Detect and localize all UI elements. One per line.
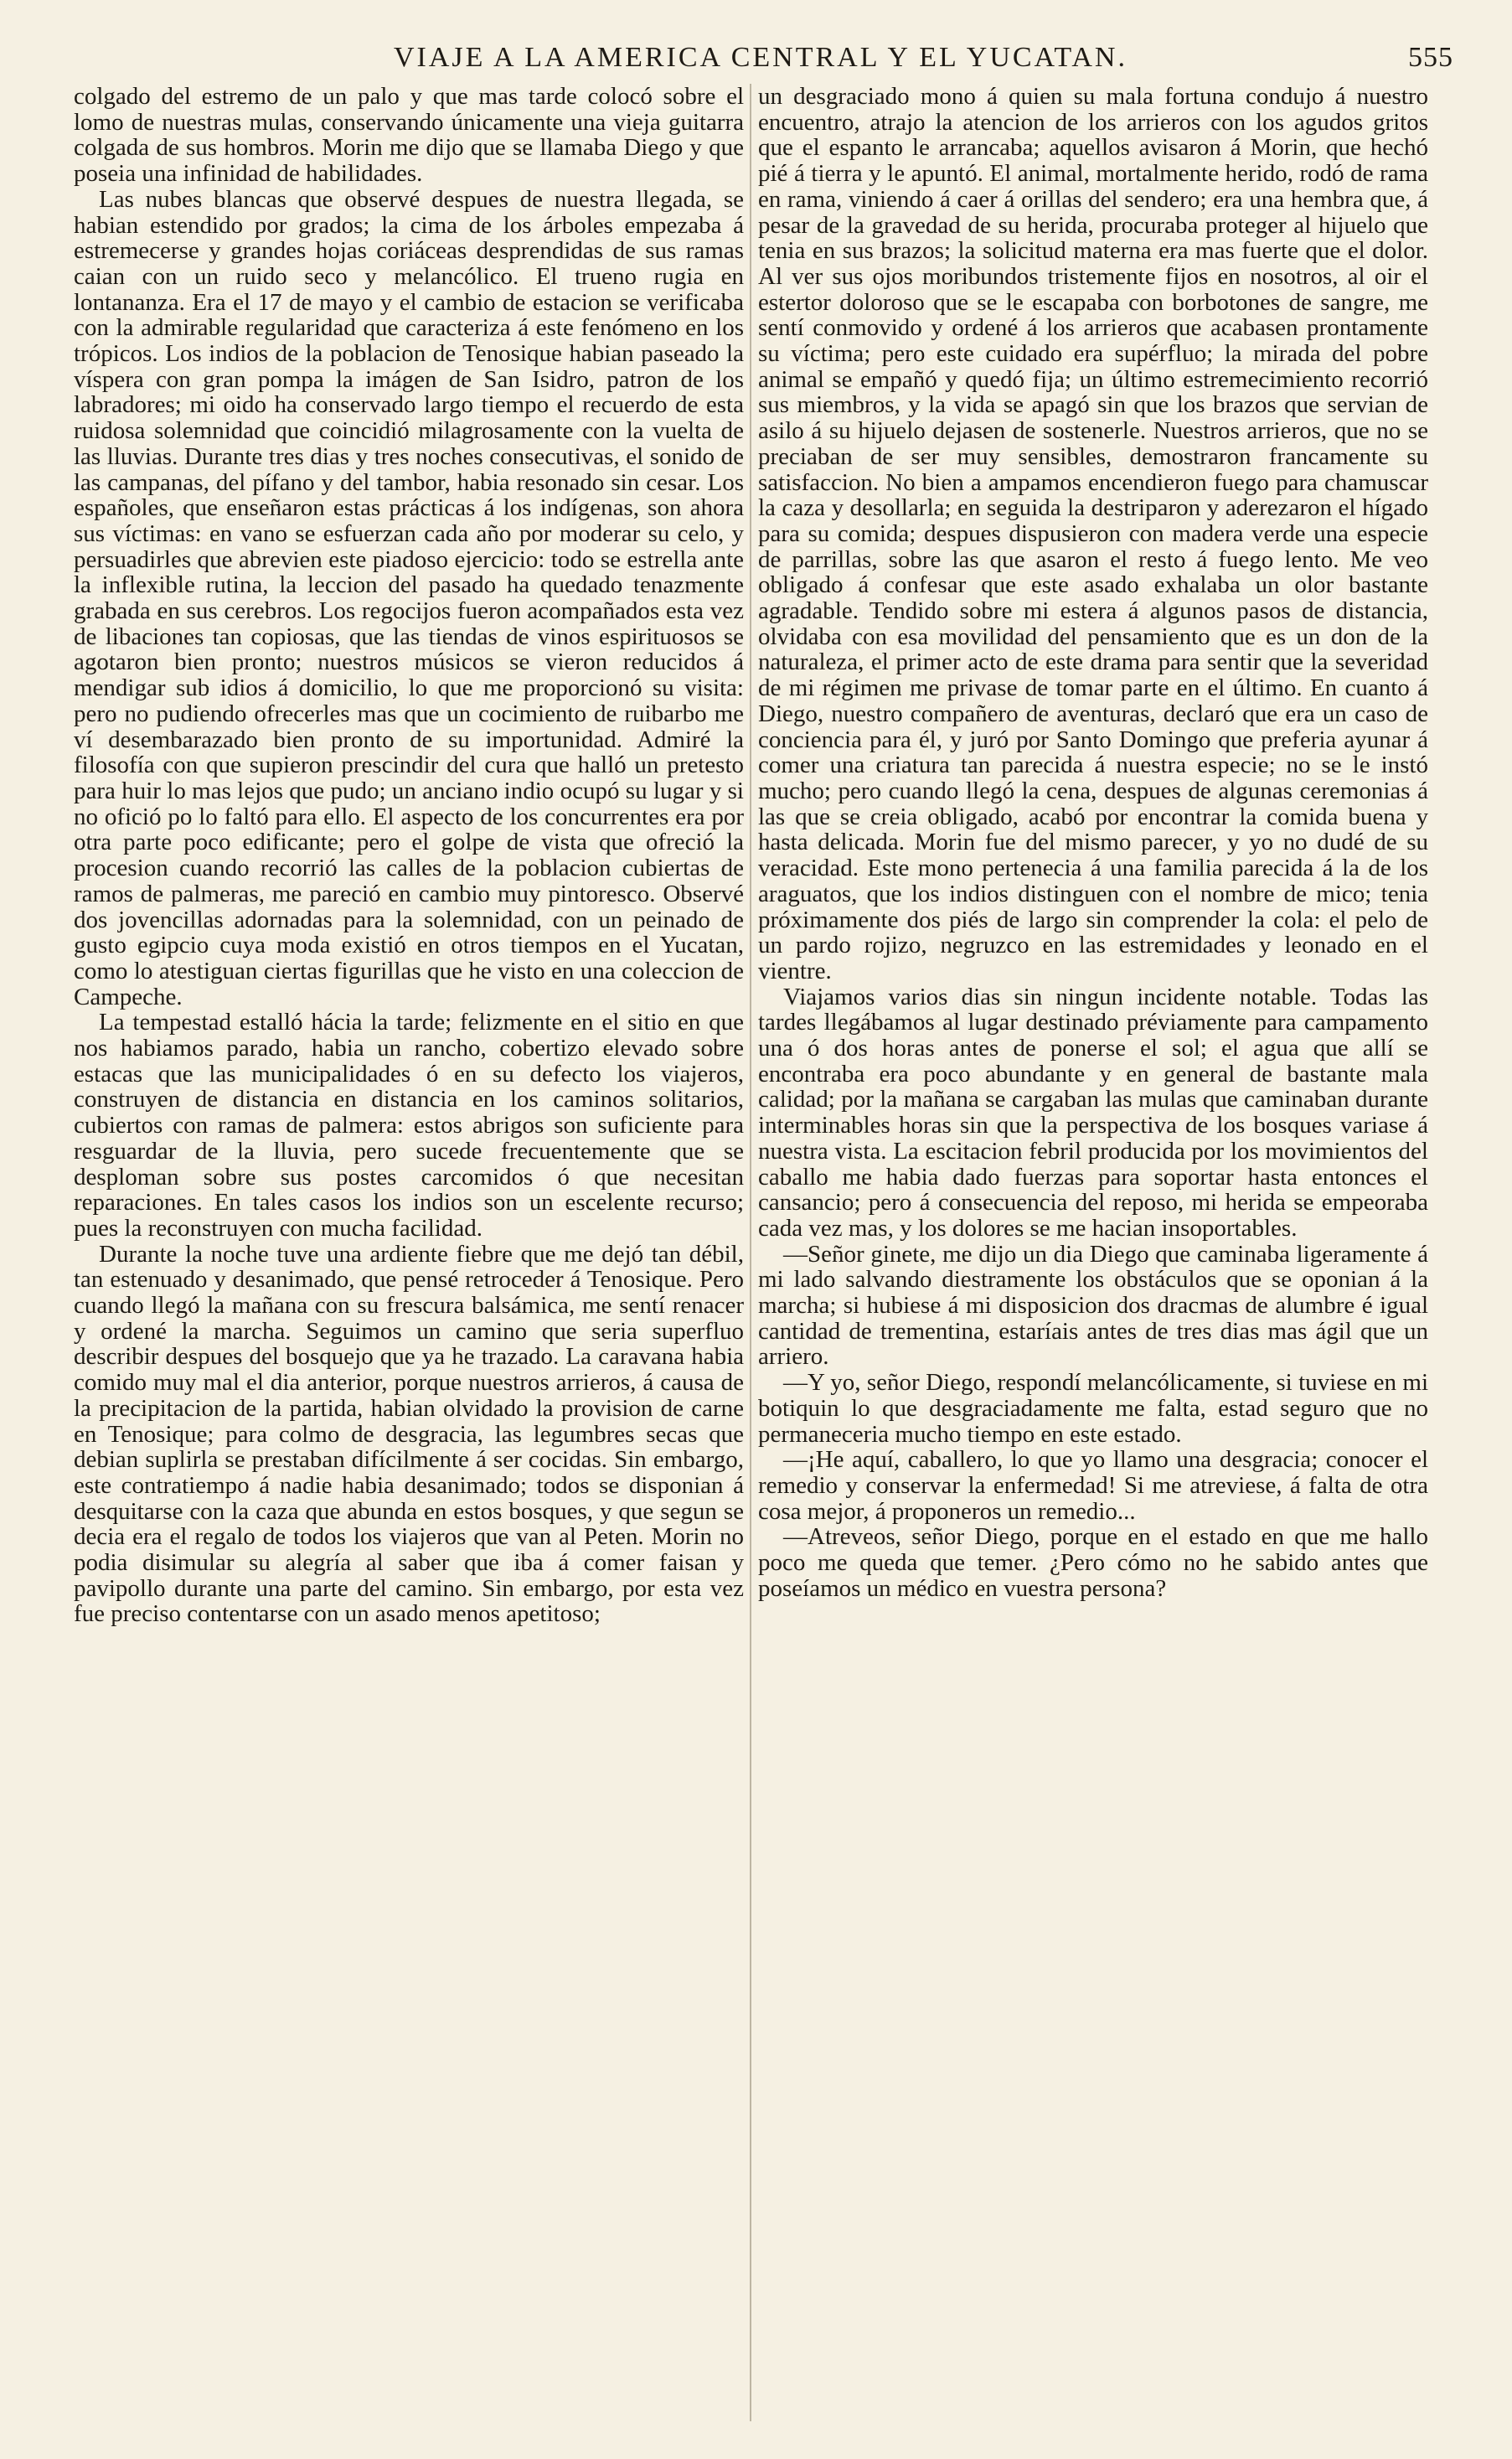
paragraph: La tempestad estalló hácia la tarde; felizmente en el sitio en que nos habiamos parado, habia un rancho, cobertizo elevado sobre estacas que las municipalidades ó en su defecto los viajeros, construyen de distancia en distancia en los caminos solitarios, cubiertos con ramas de palmera: estos abrigos son suficiente para resguardar de la lluvia, pero sucede frecuentemente que se desploman sobre sus postes carcomidos ó que necesitan reparaciones. En tales casos los indios son un escelente recurso; pues la reconstruyen con mucha facilidad. [74, 1009, 744, 1242]
running-header [394, 42, 1453, 80]
paragraph: Las nubes blancas que observé despues de nuestra llegada, se habian estendido por grados; la cima de los árboles empezaba á estremecerse y grandes hojas coriáceas desprendidas de sus ramas caian con un ruido seco y melancólico. El trueno rugia en lontananza. Era el 17 de mayo y el cambio de estacion se verificaba con la admirable regularidad que caracteriza á este fenómeno en los trópicos. Los indios de la poblacion de Tenosique habian paseado la víspera con gran pompa la imágen de San Isidro, patron de los labradores; mi oido ha conservado largo tiempo el recuerdo de esta ruidosa solemnidad que coincidió milagrosamente con la vuelta de las lluvias. Durante tres dias y tres noches consecutivas, el sonido de las campanas, del pífano y del tambor, habia resonado sin cesar. Los españoles, que enseñaron estas prácticas á los indígenas, son ahora sus víctimas: en vano se esfuerzan cada año por moderar su celo, y persuadirles que abrevien este piadoso ejercicio: todo se estrella ante la inflexible rutina, la leccion del pasado ha quedado tenazmente grabada en sus cerebros. Los regocijos fueron acompañados esta vez de libaciones tan copiosas, que las tiendas de vinos espirituosos se agotaron bien pronto; nuestros músicos se vieron reducidos á mendigar sub idios á domicilio, lo que me proporcionó su visita: pero no pudiendo ofrecerles mas que un cocimiento de ruibarbo me ví desembarazado bien pronto de su importunidad. Admiré la filosofía con que supieron prescindir del cura que halló un pretesto para huir lo mas lejos que pudo; un anciano indio ocupó su lugar y si no ofició po lo faltó para ello. El aspecto de los concurrentes era por otra parte poco edificante; pero el golpe de vista que ofreció la procesion cuando recorrió las calles de la poblacion cubiertas de ramos de palmeras, me pareció en cambio muy pintoresco. Observé dos jovencillas adornadas para la solemnidad, con un peinado de gusto egipcio cuya moda existió en otros tiempos en el Yucatan, como lo atestiguan ciertas figurillas que he visto en una coleccion de Campeche. [74, 185, 744, 1010]
paragraph: —Señor ginete, me dijo un dia Diego que caminaba ligeramente á mi lado salvando diestramente los obstáculos que se oponian á la marcha; si hubiese á mi disposicion dos dracmas de alumbre é igual cantidad de trementina, estaríais antes de tres dias mas ágil que un arriero. [758, 1240, 1428, 1371]
column-divider [750, 84, 751, 2421]
page-number: 555 [1408, 42, 1453, 73]
paragraph: un desgraciado mono á quien su mala fortuna condujo á nuestro encuentro, atrajo la atencion de los arrieros con los agudos gritos que el espanto le arrancaba; aquellos avisaron á Morin, que hechó pié á tierra y le apuntó. El animal, mortalmente herido, rodó de rama en rama, viniendo á caer á orillas del sendero; era una hembra que, á pesar de la gravedad de su herida, procuraba proteger al hijuelo que tenia en sus brazos; la solicitud materna era mas fuerte que el dolor. Al ver sus ojos moribundos tristemente fijos en nosotros, al oir el estertor doloroso que se le escapaba con borbotones de sangre, me sentí conmovido y ordené á los arrieros que acabasen prontamente su víctima; pero este cuidado era supérfluo; la mirada del pobre animal se empañó y quedó fija; un último estremecimiento recorrió sus miembros, y la vida se apagó sin que los brazos que servian de asilo á su hijuelo dejasen de sostenerle. Nuestros arrieros, que no se preciaban de ser muy sensibles, demostraron francamente su satisfaccion. No bien a ampamos encendieron fuego para chamuscar la caza y desollarla; en seguida la destriparon y aderezaron el hígado para su comida; despues dispusieron con madera verde una especie de parrillas, sobre las que asaron el resto á fuego lento. Me veo obligado á confesar que este asado exhalaba un olor bastante agradable. Tendido sobre mi estera á algunos pasos de distancia, olvidaba con esa movilidad del pensamiento que es un don de la naturaleza, el primer acto de este drama para sentir que la severidad de mi régimen me privase de tomar parte en el último. En cuanto á Diego, nuestro compañero de aventuras, declaró que era un caso de conciencia para él, y juró por Santo Domingo que preferia ayunar á comer una criatura tan parecida á nuestra especie; no se le instó mucho; pero cuando llegó la cena, despues de algunas ceremonias á las que se creia obligado, acabó por encontrar la comida buena y hasta delicada. Morin fue del mismo parecer, y yo no dudé de su veracidad. Este mono pertenecia á una familia parecida á la de los araguatos, que los indios distinguen con el nombre de mico; tenia próximamente dos piés de largo sin comprender la cola: el pelo de un pardo rojizo, negruzco en las estremidades y leonado en el vientre. [758, 84, 1428, 984]
paragraph: colgado del estremo de un palo y que mas tarde colocó sobre el lomo de nuestras mulas, conservando únicamente una vieja guitarra colgada de sus hombros. Morin me dijo que se llamaba Diego y que poseia una infinidad de habilidades. [74, 84, 744, 188]
paragraph: —Y yo, señor Diego, respondí melancólicamente, si tuviese en mi botiquin lo que desgraciadamente me falta, estad seguro que no permaneceria mucho tiempo en este estado. [758, 1369, 1428, 1448]
paragraph: Viajamos varios dias sin ningun incidente notable. Todas las tardes llegábamos al lugar destinado préviamente para campamento una ó dos horas antes de ponerse el sol; el agua que allí se encontraba era poco abundante y en general de bastante mala calidad; por la mañana se cargaban las mulas que caminaban durante interminables horas sin que la perspectiva de los bosques variase á nuestra vista. La escitacion febril producida por los movimientos del caballo me habia dado fuerzas para soportar hasta entonces el cansancio; pero á consecuencia del reposo, mi herida se empeoraba cada vez mas, y los dolores se me hacian insoportables. [758, 983, 1428, 1242]
paragraph: —Atreveos, señor Diego, porque en el estado en que me hallo poco me queda que temer. ¿Pero cómo no he sabido antes que poseíamos un médico en vuestra persona? [758, 1523, 1428, 1602]
paragraph: —¡He aquí, caballero, lo que yo llamo una desgracia; conocer el remedio y conservar la enfermedad! Si me atreviese, á falta de otra cosa mejor, á proponeros un remedio... [758, 1446, 1428, 1525]
right-column [758, 84, 1428, 2421]
header-title: VIAJE A LA AMERICA CENTRAL Y EL YUCATAN. [394, 42, 1128, 73]
paragraph: Durante la noche tuve una ardiente fiebre que me dejó tan débil, tan estenuado y desanimado, que pensé retroceder á Tenosique. Pero cuando llegó la mañana con su frescura balsámica, me sentí renacer y ordené la marcha. Seguimos un camino que seria superfluo describir despues del bosquejo que ya he trazado. La caravana habia comido muy mal el dia anterior, porque nuestros arrieros, á causa de la precipitacion de la partida, habian olvidado la provision de carne en Tenosique; para colmo de desgracia, las legumbres secas que debian suplirla se prestaban difícilmente á ser cocidas. Sin embargo, este contratiempo á nadie habia desanimado; todos se disponian á desquitarse con la caza que abunda en estos bosques, y que segun se decia era el regalo de todos los viajeros que van al Peten. Morin no podia disimular su alegría al saber que iba á comer faisan y pavipollo durante una parte del camino. Sin embargo, por esta vez fue preciso contentarse con un asado menos apetitoso; [74, 1240, 744, 1628]
left-column [74, 84, 744, 2421]
